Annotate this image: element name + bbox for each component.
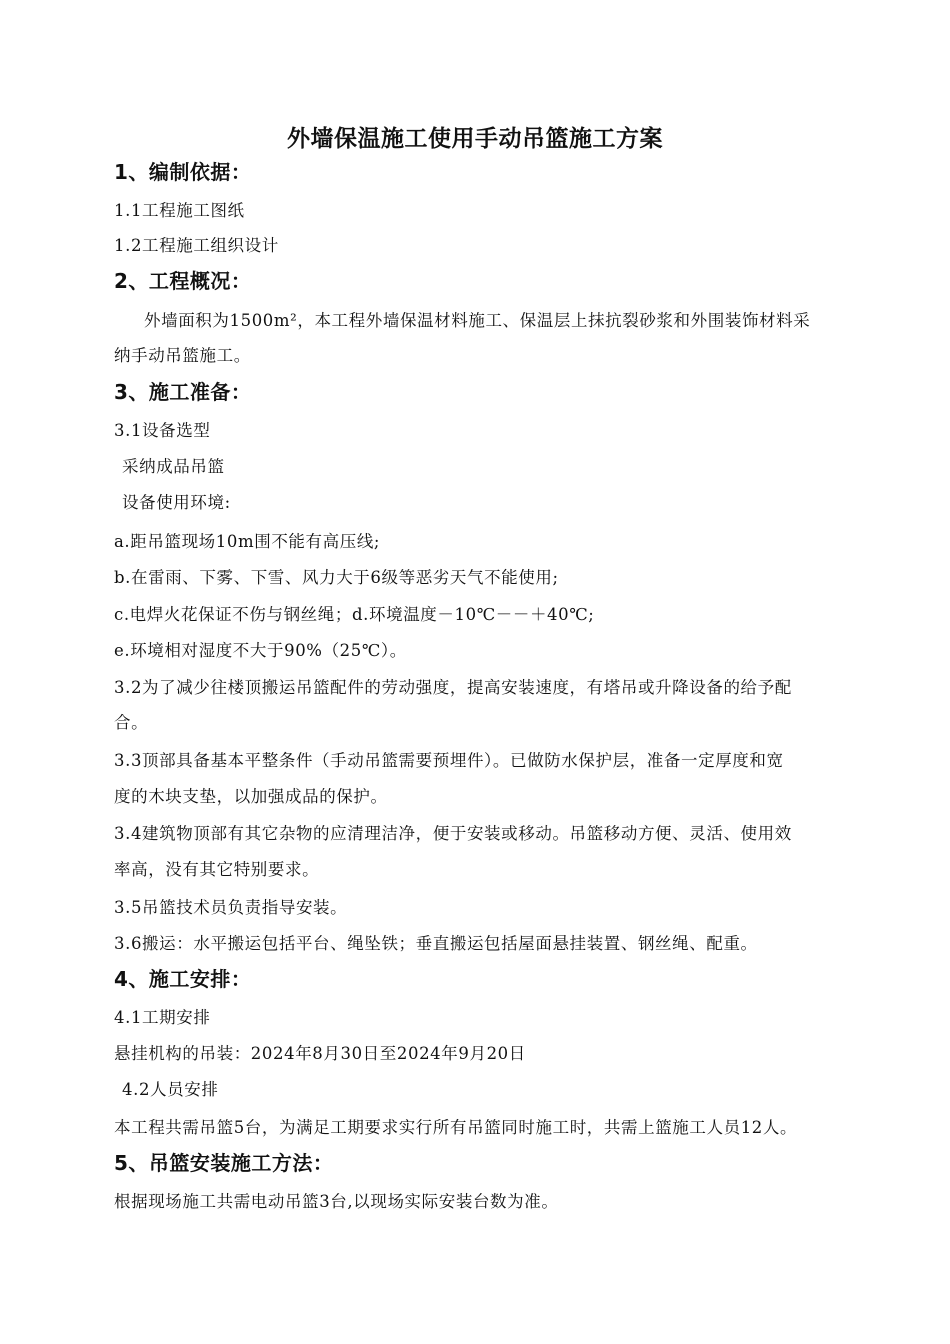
text-line: b.在雷雨、下雾、下雪、风力大于6级等恶劣天气不能使用; [114, 568, 559, 587]
text-line: 3.3顶部具备基本平整条件（手动吊篮需要预埋件）。已做防水保护层，准备一定厚度和宽 [114, 751, 784, 770]
text-line: 3.5吊篮技术员负责指导安装。 [114, 898, 348, 917]
text-line: 外墙面积为1500m²，本工程外墙保温材料施工、保温层上抹抗裂砂浆和外围装饰材料采 [144, 311, 811, 330]
text-line: 3.4建筑物顶部有其它杂物的应清理洁净，便于安装或移动。吊篮移动方便、灵活、使用效 [114, 824, 792, 843]
text-line: 采纳成品吊篮 [122, 457, 225, 476]
text-line: e.环境相对湿度不大于90%（25℃）。 [114, 641, 407, 660]
text-line: 4.2人员安排 [122, 1080, 219, 1099]
section-heading-5: 5、吊篮安装施工方法： [114, 1151, 334, 1175]
text-line: 3.6搬运：水平搬运包括平台、绳坠铁；垂直搬运包括屋面悬挂装置、钢丝绳、配重。 [114, 934, 758, 953]
text-line: 3.2为了减少往楼顶搬运吊篮配件的劳动强度，提高安装速度，有塔吊或升降设备的给予配 [114, 678, 792, 697]
text-line: 根据现场施工共需电动吊篮3台,以现场实际安装台数为准。 [114, 1192, 559, 1211]
text-line: c.电焊火花保证不伤与钢丝绳；d.环境温度－10℃－－＋40℃; [114, 605, 595, 624]
text-line: 1.1工程施工图纸 [114, 201, 245, 220]
section-heading-4: 4、施工安排： [114, 967, 252, 991]
text-line: a.距吊篮现场10m围不能有高压线; [114, 532, 381, 551]
document-title: 外墙保温施工使用手动吊篮施工方案 [287, 125, 663, 152]
text-line: 纳手动吊篮施工。 [114, 346, 251, 365]
text-line: 3.1设备选型 [114, 421, 211, 440]
text-line: 合。 [114, 713, 149, 732]
text-line: 率高，没有其它特别要求。 [114, 860, 320, 879]
text-line: 度的木块支垫，以加强成品的保护。 [114, 787, 388, 806]
section-heading-3: 3、施工准备： [114, 380, 252, 404]
text-line: 设备使用环境: [122, 493, 231, 512]
section-heading-2: 2、工程概况： [114, 269, 252, 293]
text-line: 悬挂机构的吊装：2024年8月30日至2024年9月20日 [114, 1044, 526, 1063]
section-heading-1: 1、编制依据： [114, 160, 252, 184]
text-line: 本工程共需吊篮5台，为满足工期要求实行所有吊篮同时施工时，共需上篮施工人员12人。 [114, 1118, 798, 1137]
text-line: 4.1工期安排 [114, 1008, 211, 1027]
text-line: 1.2工程施工组织设计 [114, 236, 279, 255]
